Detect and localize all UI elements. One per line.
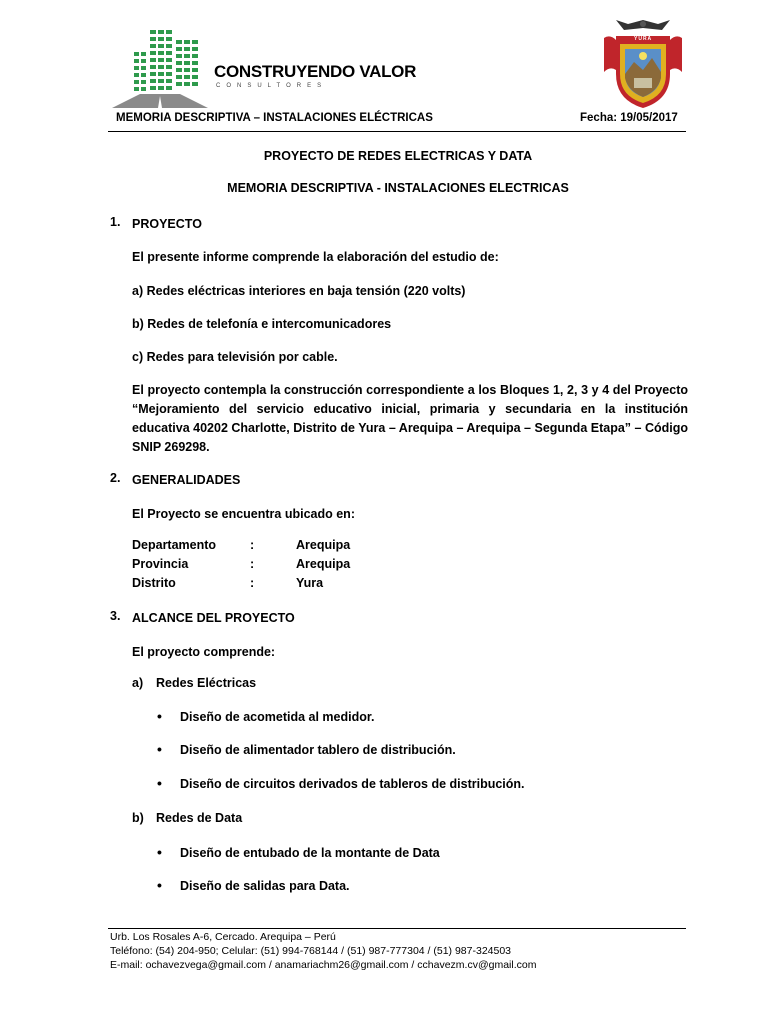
bullet-icon: • bbox=[157, 877, 162, 893]
company-logo bbox=[110, 22, 210, 112]
footer-emails: E-mail: ochavezvega@gmail.com / anamariachm26@gmail.com / cchavezm.cv@gmail.com bbox=[110, 959, 537, 971]
location-sep: : bbox=[250, 557, 255, 571]
footer-address: Urb. Los Rosales A-6, Cercado. Arequipa – Perú bbox=[110, 931, 336, 943]
section1-heading: PROYECTO bbox=[132, 217, 202, 231]
location-sep: : bbox=[250, 576, 255, 590]
section1-intro: El presente informe comprende la elaboración del estudio de: bbox=[132, 250, 499, 264]
list-item: Diseño de entubado de la montante de Data bbox=[180, 846, 440, 860]
section1-item-c: c) Redes para televisión por cable. bbox=[132, 350, 338, 364]
section1-paragraph: El proyecto contempla la construcción correspondiente a los Bloques 1, 2, 3 y 4 del Proyecto “Mejoramiento del servicio educativo inicial, primaria y secundaria en la institución educativa 40202 Charlotte, Distrito de Yura – Arequipa – Arequipa – Segunda Etapa” – Código SNIP 269298. bbox=[132, 383, 688, 454]
section2-number: 2. bbox=[110, 471, 121, 485]
list-item: Diseño de acometida al medidor. bbox=[180, 710, 375, 724]
project-title: PROYECTO DE REDES ELECTRICAS Y DATA bbox=[263, 149, 533, 163]
list-item: Diseño de salidas para Data. bbox=[180, 879, 350, 893]
section2-heading: GENERALIDADES bbox=[132, 473, 241, 487]
header-date: Fecha: 19/05/2017 bbox=[580, 112, 678, 124]
footer-phones: Teléfono: (54) 204-950; Celular: (51) 994-768144 / (51) 987-777304 / (51) 987-324503 bbox=[110, 945, 512, 957]
bullet-icon: • bbox=[157, 844, 162, 860]
bullet-icon: • bbox=[157, 708, 162, 724]
footer-divider bbox=[108, 928, 686, 929]
header-divider bbox=[108, 131, 686, 132]
seal-label: YURA bbox=[634, 36, 653, 42]
logo-sub-text: CONSULTORES bbox=[216, 83, 328, 89]
buildings-logo-icon bbox=[110, 22, 210, 112]
location-value: Arequipa bbox=[296, 538, 351, 552]
logo-brand-text: CONSTRUYENDO VALOR bbox=[214, 62, 417, 81]
location-sep: : bbox=[250, 538, 255, 552]
location-value: Arequipa bbox=[296, 557, 351, 571]
section3-number: 3. bbox=[110, 609, 121, 623]
header-doc-title: MEMORIA DESCRIPTIVA – INSTALACIONES ELÉCTRICAS bbox=[116, 112, 433, 124]
section2-intro: El Proyecto se encuentra ubicado en: bbox=[132, 507, 355, 521]
municipal-seal bbox=[598, 16, 688, 112]
section3-intro: El proyecto comprende: bbox=[132, 645, 276, 659]
location-label: Departamento bbox=[132, 538, 217, 552]
section1-item-b: b) Redes de telefonía e intercomunicadores bbox=[132, 317, 392, 331]
section3-heading: ALCANCE DEL PROYECTO bbox=[132, 611, 295, 625]
sub-b-title: Redes de Data bbox=[156, 811, 243, 825]
bullet-icon: • bbox=[157, 775, 162, 791]
sub-a-title: Redes Eléctricas bbox=[156, 676, 257, 690]
location-value: Yura bbox=[296, 576, 324, 590]
sub-b-letter: b) bbox=[132, 811, 144, 825]
location-label: Distrito bbox=[132, 576, 176, 590]
memoria-title: MEMORIA DESCRIPTIVA - INSTALACIONES ELECTRICAS bbox=[227, 181, 569, 195]
seal-icon bbox=[598, 16, 688, 112]
bullet-icon: • bbox=[157, 741, 162, 757]
list-item: Diseño de alimentador tablero de distribución. bbox=[180, 743, 456, 757]
sub-a-letter: a) bbox=[132, 676, 144, 690]
location-label: Provincia bbox=[132, 557, 189, 571]
list-item: Diseño de circuitos derivados de tableros de distribución. bbox=[180, 777, 525, 791]
section1-item-a: a) Redes eléctricas interiores en baja tensión (220 volts) bbox=[132, 284, 466, 298]
section1-number: 1. bbox=[110, 215, 121, 229]
